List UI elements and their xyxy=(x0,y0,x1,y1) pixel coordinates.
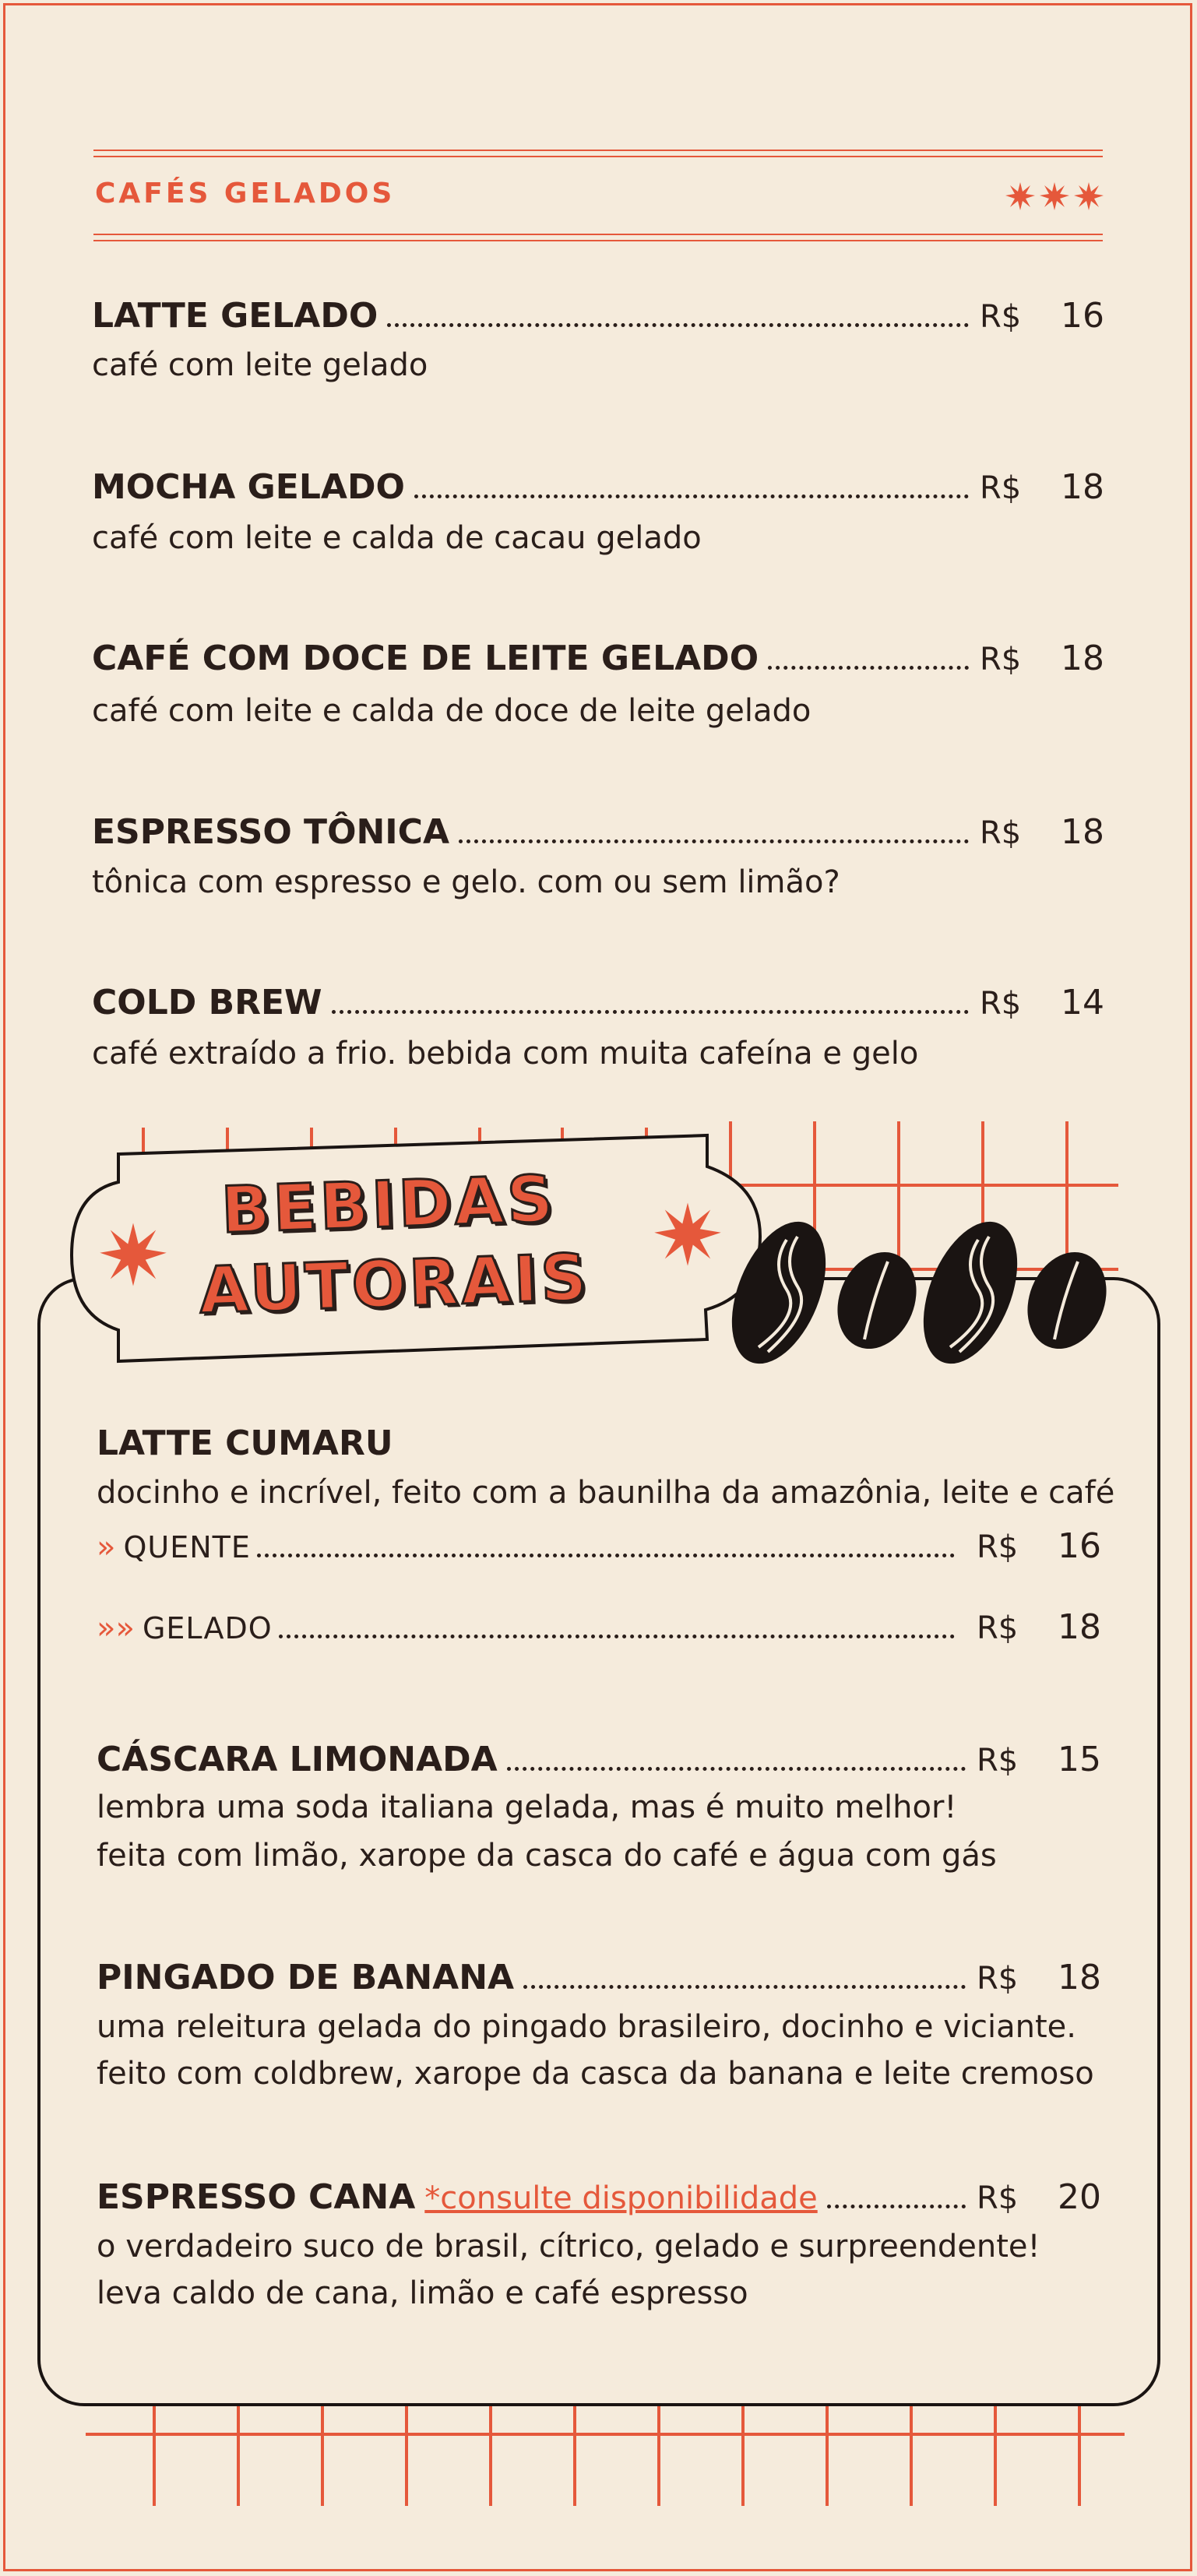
item-name: MOCHA GELADO xyxy=(92,467,405,507)
item-price: 18 xyxy=(1061,812,1104,852)
item-description: uma releitura gelada do pingado brasileiro, docinho e viciante. xyxy=(97,2009,1076,2045)
item-description: café extraído a frio. bebida com muita cafeína e gelo xyxy=(92,1036,919,1072)
option-name: GELADO xyxy=(142,1611,273,1645)
header-rule xyxy=(93,156,1103,157)
item-description: café com leite e calda de cacau gelado xyxy=(92,520,702,556)
item-price: 16 xyxy=(1061,296,1104,336)
section-title: AUTORAIS xyxy=(198,1240,591,1328)
leader-dots xyxy=(332,1010,969,1014)
currency: R$ xyxy=(977,2180,1019,2216)
menu-item xyxy=(97,1423,393,1463)
currency: R$ xyxy=(977,1610,1019,1646)
option-arrow: »» xyxy=(97,1610,135,1646)
leader-dots xyxy=(768,666,969,670)
menu-item xyxy=(92,812,1104,852)
menu-item xyxy=(97,2177,1101,2217)
currency: R$ xyxy=(980,986,1022,1022)
leader-dots xyxy=(257,1554,955,1557)
item-name: LATTE CUMARU xyxy=(97,1423,393,1463)
item-price: 18 xyxy=(1058,1958,1101,1997)
leader-dots xyxy=(827,2205,966,2208)
item-price: 18 xyxy=(1061,467,1104,507)
starburst-icon xyxy=(653,1199,723,1269)
menu-item xyxy=(92,983,1104,1022)
menu-item xyxy=(97,1740,1101,1779)
option-name: QUENTE xyxy=(123,1530,251,1564)
item-price: 15 xyxy=(1058,1740,1101,1779)
currency: R$ xyxy=(980,470,1022,506)
currency: R$ xyxy=(977,1529,1019,1565)
menu-option xyxy=(97,1526,1101,1566)
item-description: docinho e incrível, feito com a baunilha da amazônia, leite e café xyxy=(97,1475,1115,1511)
item-price: 18 xyxy=(1058,1607,1101,1647)
currency: R$ xyxy=(977,1961,1019,1997)
starburst-icon xyxy=(98,1219,168,1290)
item-name: LATTE GELADO xyxy=(92,296,378,336)
leader-dots xyxy=(507,1767,966,1771)
option-arrow: » xyxy=(97,1529,116,1565)
leader-dots xyxy=(523,1985,966,1989)
item-description: café com leite e calda de doce de leite gelado xyxy=(92,693,811,729)
item-price: 18 xyxy=(1061,639,1104,678)
item-name: PINGADO DE BANANA xyxy=(97,1958,515,1997)
leader-dots xyxy=(459,839,969,843)
leader-dots xyxy=(414,494,969,498)
menu-item xyxy=(92,296,1104,336)
item-description: tônica com espresso e gelo. com ou sem limão? xyxy=(92,864,840,900)
item-name: CÁSCARA LIMONADA xyxy=(97,1740,498,1779)
starburst-icon xyxy=(1005,181,1106,216)
leader-dots xyxy=(387,323,969,327)
header-rule xyxy=(93,150,1103,151)
item-description: leva caldo de cana, limão e café espresso xyxy=(97,2275,748,2311)
currency: R$ xyxy=(980,299,1022,335)
header-rule xyxy=(93,240,1103,241)
item-name: COLD BREW xyxy=(92,983,322,1022)
bottom-grid-decoration xyxy=(0,2406,1197,2507)
currency: R$ xyxy=(977,1743,1019,1779)
header-rule xyxy=(93,234,1103,235)
currency: R$ xyxy=(980,815,1022,851)
item-name: ESPRESSO CANA xyxy=(97,2177,416,2217)
section-title: CAFÉS GELADOS xyxy=(95,178,396,209)
item-description: lembra uma soda italiana gelada, mas é muito melhor! xyxy=(97,1789,957,1825)
item-description: o verdadeiro suco de brasil, cítrico, gelado e surpreendente! xyxy=(97,2229,1040,2265)
section-title: BEBIDAS xyxy=(220,1162,558,1248)
item-price: 16 xyxy=(1058,1526,1101,1566)
leader-dots xyxy=(279,1635,955,1638)
item-description: feito com coldbrew, xarope da casca da banana e leite cremoso xyxy=(97,2056,1094,2092)
menu-item xyxy=(97,1958,1101,1997)
currency: R$ xyxy=(980,642,1022,677)
menu-item xyxy=(92,467,1104,507)
menu-option xyxy=(97,1607,1101,1647)
item-name: ESPRESSO TÔNICA xyxy=(92,812,450,852)
item-description: feita com limão, xarope da casca do café e água com gás xyxy=(97,1838,997,1874)
item-price: 20 xyxy=(1058,2177,1101,2217)
item-name: CAFÉ COM DOCE DE LEITE GELADO xyxy=(92,639,759,678)
item-price: 14 xyxy=(1061,983,1104,1022)
coffee-bean-icon xyxy=(724,1215,1114,1371)
menu-item xyxy=(92,639,1104,678)
item-description: café com leite gelado xyxy=(92,347,428,383)
availability-note: *consulte disponibilidade xyxy=(424,2180,818,2216)
